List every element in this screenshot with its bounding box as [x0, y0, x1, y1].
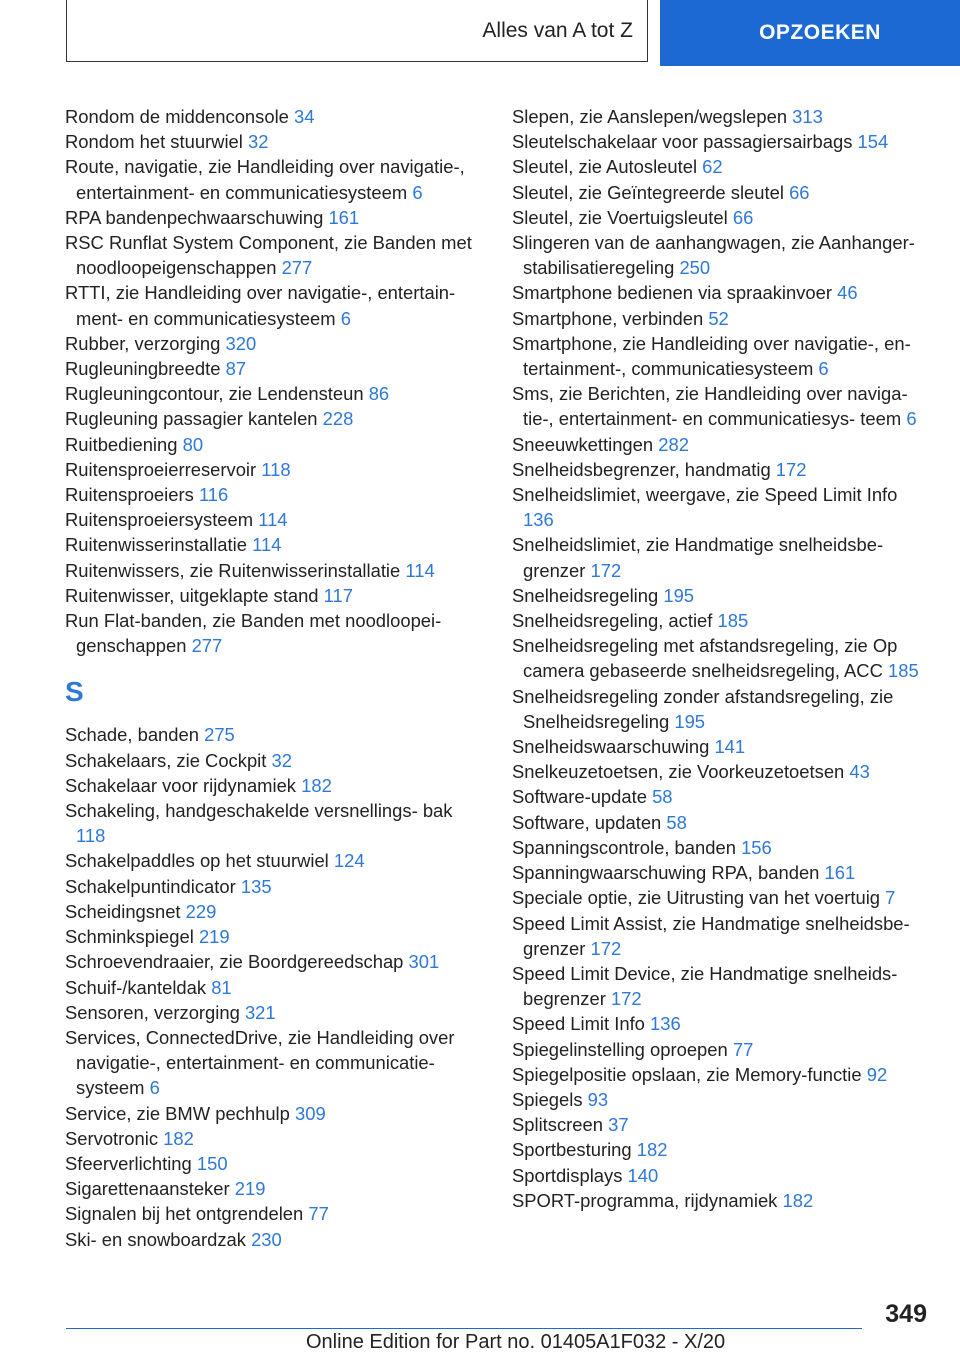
index-entry [65, 432, 485, 457]
index-entry-text: Snelheidsregeling met afstandsregeling, zie Op camera gebaseerde snelheidsregeling, ACC [512, 635, 898, 682]
index-entry-text: RTTI, zie Handleiding over navigatie-, entertain‐ ment- en communicatiesysteem [65, 282, 456, 329]
index-entry [512, 280, 932, 305]
index-page-link[interactable]: 219 [234, 1178, 266, 1200]
index-entry [512, 230, 932, 280]
index-page-link[interactable]: 118 [261, 458, 291, 480]
index-entry [512, 104, 932, 129]
index-entry [512, 532, 932, 582]
index-page-link[interactable]: 321 [244, 1001, 276, 1023]
index-entry-text: Schakelaar voor rijdynamiek [65, 774, 297, 796]
index-entry [512, 306, 932, 331]
index-page-link[interactable]: 6 [906, 408, 917, 430]
index-entry-text: Sportbesturing [512, 1139, 632, 1161]
index-entry-text: RSC Runflat System Component, zie Banden met noodloopeigenschappen [65, 232, 472, 279]
index-entry-text: Route, navigatie, zie Handleiding over navigatie-, entertainment- en communicatiesysteem [65, 156, 465, 203]
index-entry [512, 633, 932, 683]
index-page-link[interactable]: 282 [658, 433, 689, 455]
index-entry-text: Rondom de middenconsole [65, 106, 289, 127]
index-page-link[interactable]: 6 [340, 307, 351, 329]
index-entry-text: Services, ConnectedDrive, zie Handleiding over navigatie-, entertainment- en communicatie‐ systeem [65, 1026, 455, 1099]
index-entry-text: Rugleuningbreedte [65, 358, 221, 380]
index-entry-text: Snelheidsregeling zonder afstandsregeling, zie Snelheidsregeling [512, 685, 894, 732]
index-entry [65, 1126, 485, 1151]
index-page-link[interactable]: 43 [849, 761, 870, 783]
index-page-link[interactable]: 250 [679, 257, 711, 279]
index-entry [65, 583, 485, 608]
index-entry [512, 205, 932, 230]
index-entry [65, 331, 485, 356]
index-page-link[interactable]: 66 [732, 206, 754, 228]
index-entry [65, 1227, 485, 1252]
index-page-link[interactable]: 124 [333, 850, 365, 872]
index-page-link[interactable]: 195 [663, 584, 695, 606]
index-page-link[interactable]: 93 [587, 1088, 609, 1110]
index-entry-text: Sportdisplays [512, 1164, 623, 1186]
index-entry [65, 1201, 485, 1226]
index-entry [512, 482, 932, 532]
index-entry [512, 1037, 932, 1062]
index-page-link[interactable]: 219 [198, 926, 230, 948]
index-entry [65, 608, 485, 658]
index-page-link[interactable]: 172 [590, 937, 622, 959]
index-entry-text: Spiegelinstelling oproepen [512, 1038, 728, 1060]
index-entry [65, 154, 485, 204]
index-entry-text: Speed Limit Device, zie Handmatige snelheids‐ begrenzer [512, 962, 898, 1010]
index-entry [512, 583, 932, 608]
index-entry-text: Run Flat-banden, zie Banden met noodloopei‐ genschappen [65, 610, 442, 657]
index-entry [512, 381, 932, 431]
index-page-link[interactable]: 182 [782, 1189, 814, 1211]
index-entry-text: Scheidingsnet [65, 900, 181, 922]
index-entry-text: Sleutel, zie Autosleutel [512, 156, 698, 178]
index-entry [65, 230, 485, 280]
index-entry-text: Snelkeuzetoetsen, zie Voorkeuzetoetsen [512, 761, 845, 783]
section-title: Alles van A tot Z [66, 0, 648, 62]
index-page-link[interactable]: 301 [408, 951, 440, 973]
index-entry [65, 457, 485, 482]
index-page-link[interactable]: 275 [204, 724, 235, 746]
index-page-link[interactable]: 37 [608, 1114, 629, 1136]
index-entry-text: Schminkspiegel [65, 926, 194, 948]
index-page-link[interactable]: 58 [666, 811, 687, 833]
index-page-link[interactable]: 81 [211, 976, 232, 998]
index-entry-text: Snelheidsbegrenzer, handmatig [512, 458, 771, 480]
index-entry [512, 885, 932, 910]
index-entry [65, 507, 485, 532]
index-entry [512, 810, 932, 835]
index-page-link[interactable]: 135 [240, 875, 272, 897]
index-entry [65, 848, 485, 873]
index-entry [65, 558, 485, 583]
index-page-link[interactable]: 136 [650, 1013, 681, 1035]
index-entry-text: Snelheidsregeling [512, 584, 659, 606]
index-page-link[interactable]: 87 [225, 358, 247, 380]
index-entry [65, 798, 485, 848]
index-entry [65, 773, 485, 798]
index-page-link[interactable]: 116 [198, 484, 229, 506]
index-entry [512, 684, 932, 734]
index-page-link[interactable]: 185 [717, 610, 749, 632]
index-entry [65, 1101, 485, 1126]
index-entry-text: Spiegels [512, 1088, 583, 1110]
index-entry-text: Snelheidswaarschuwing [512, 736, 710, 758]
index-entry [65, 104, 485, 129]
index-entry [512, 759, 932, 784]
index-entry-text: Sms, zie Berichten, zie Handleiding over naviga‐ tie-, entertainment- en communicatiesys‐ teem [512, 383, 908, 430]
index-entry-text: Snelheidsregeling, actief [512, 610, 713, 632]
index-entry [512, 457, 932, 482]
index-entry-text: Ruitenwisserinstallatie [65, 534, 247, 556]
index-entry [65, 924, 485, 949]
index-entry [512, 835, 932, 860]
index-entry [65, 748, 485, 773]
index-entry [512, 608, 932, 633]
index-entry-text: Ruitensproeiersysteem [65, 509, 254, 531]
index-entry-text: Spanningwaarschuwing RPA, banden [512, 862, 820, 884]
index-entry-text: Servotronic [65, 1127, 159, 1149]
page-number: 349 [885, 1300, 927, 1328]
index-entry [512, 860, 932, 885]
index-entry [512, 1188, 932, 1213]
index-entry [65, 722, 485, 747]
index-entry-text: Schuif-/kanteldak [65, 976, 207, 998]
index-entry [512, 432, 932, 457]
index-entry-text: Spanningscontrole, banden [512, 836, 736, 858]
index-page-link[interactable]: 46 [837, 282, 858, 304]
index-entry-text: Ruitbediening [65, 433, 178, 455]
index-page-link[interactable]: 136 [523, 509, 554, 531]
index-entry-text: Sleutel, zie Geïntegreerde sleutel [512, 181, 784, 203]
index-entry-text: Snelheidslimiet, weergave, zie Speed Limit Info [512, 484, 898, 506]
index-entry [65, 1176, 485, 1201]
index-page-link[interactable]: 62 [702, 156, 723, 178]
index-column-left [65, 104, 485, 1252]
index-entry [512, 154, 932, 179]
index-page-link[interactable]: 277 [191, 635, 223, 657]
index-entry-text: Splitscreen [512, 1114, 603, 1136]
index-entry-text: Slepen, zie Aanslepen/wegslepen [512, 106, 788, 127]
index-entry-text: Signalen bij het ontgrendelen [65, 1203, 304, 1225]
index-page-link[interactable]: 150 [196, 1152, 228, 1174]
index-page-link[interactable]: 230 [251, 1228, 282, 1250]
edition-text: Online Edition for Part no. 01405A1F032 - X/20 [306, 1331, 726, 1353]
index-page-link[interactable]: 172 [590, 559, 622, 581]
index-entry-text: Slingeren van de aanhangwagen, zie Aanhanger‐ stabilisatieregeling [512, 232, 915, 279]
index-entry-text: SPORT-programma, rijdynamiek [512, 1189, 778, 1211]
index-entry-text: Smartphone, zie Handleiding over navigatie-, en‐ tertainment-, communicatiesysteem [512, 332, 911, 380]
index-entry [512, 1011, 932, 1036]
index-entry [65, 1000, 485, 1025]
index-page-link[interactable]: 172 [610, 988, 642, 1010]
index-entry-text: Rondom het stuurwiel [65, 131, 243, 153]
index-entry-text: Sleutelschakelaar voor passagiersairbags [512, 131, 853, 153]
index-page-link[interactable]: 195 [674, 710, 706, 732]
index-entry-text: Schakelpaddles op het stuurwiel [65, 850, 329, 872]
index-page-link[interactable]: 32 [248, 131, 269, 153]
index-entry-text: Ruitenwisser, uitgeklapte stand [65, 584, 319, 606]
index-entry [65, 482, 485, 507]
index-page-link[interactable]: 114 [252, 534, 282, 556]
index-entry-text: Ruitensproeiers [65, 484, 194, 506]
index-entry [65, 874, 485, 899]
index-page-link[interactable]: 52 [708, 307, 729, 329]
index-entry-text: Software, updaten [512, 811, 662, 833]
page-header [0, 0, 960, 66]
index-entry [65, 1025, 485, 1101]
index-entry-text: Schade, banden [65, 724, 199, 746]
index-entry-text: Smartphone bedienen via spraakinvoer [512, 282, 832, 304]
index-entry-text: Sensoren, verzorging [65, 1001, 240, 1023]
index-page-link[interactable]: 66 [789, 181, 810, 203]
index-entry [65, 532, 485, 557]
index-entry-text: Smartphone, verbinden [512, 307, 704, 329]
index-entry [512, 734, 932, 759]
index-column-right [512, 104, 932, 1213]
index-entry [512, 180, 932, 205]
index-entry [512, 129, 932, 154]
tab-opzoeken[interactable]: OPZOEKEN [660, 0, 960, 66]
index-entry-text: Speed Limit Assist, zie Handmatige snelheidsbe‐ grenzer [512, 912, 910, 959]
index-page-link[interactable]: 7 [885, 887, 896, 909]
index-entry-text: Sleutel, zie Voertuigsleutel [512, 206, 728, 228]
index-entry-text: Software-update [512, 786, 647, 808]
index-page-link[interactable]: 117 [323, 584, 353, 606]
index-page-link[interactable]: 6 [149, 1077, 160, 1099]
index-entry-text: RPA bandenpechwaarschuwing [65, 206, 324, 228]
index-entry [65, 975, 485, 1000]
index-entry-text: Speciale optie, zie Uitrusting van het voertuig [512, 887, 881, 909]
index-entry-text: Rugleuning passagier kantelen [65, 408, 318, 430]
index-entry-text: Sigarettenaansteker [65, 1178, 230, 1200]
index-page-link[interactable]: 6 [818, 358, 829, 380]
index-page-link[interactable]: 34 [294, 106, 315, 127]
index-entry-text: Ski- en snowboardzak [65, 1228, 246, 1250]
index-page-link[interactable]: 309 [295, 1102, 326, 1124]
index-page-link[interactable]: 185 [887, 660, 919, 682]
index-page-link[interactable]: 77 [308, 1203, 329, 1225]
index-page-link[interactable]: 182 [163, 1127, 194, 1149]
index-entry-text: Rugleuningcontour, zie Lendensteun [65, 383, 364, 405]
index-entry-text: Schakeling, handgeschakelde versnellings‐ bak [65, 800, 453, 822]
index-entry [512, 1163, 932, 1188]
index-entry [65, 129, 485, 154]
index-entry [65, 280, 485, 330]
index-page-link[interactable]: 92 [866, 1063, 888, 1085]
index-entry [512, 1087, 932, 1112]
index-entry [512, 961, 932, 1011]
index-entry [65, 899, 485, 924]
index-entry-text: Schakelaars, zie Cockpit [65, 749, 267, 771]
index-entry-text: Speed Limit Info [512, 1013, 645, 1035]
index-page-link[interactable]: 118 [76, 825, 106, 847]
index-page-link[interactable]: 114 [258, 509, 288, 531]
index-entry [512, 331, 932, 381]
index-page-link[interactable]: 154 [857, 131, 889, 153]
index-page-link[interactable]: 77 [732, 1038, 754, 1060]
index-entry [65, 381, 485, 406]
index-entry [512, 1137, 932, 1162]
index-page-link[interactable]: 140 [627, 1164, 659, 1186]
index-page-link[interactable]: 320 [225, 332, 257, 354]
index-page-link[interactable]: 141 [714, 736, 746, 758]
index-page-link[interactable]: 114 [405, 559, 435, 581]
index-entry-text: Schakelpuntindicator [65, 875, 236, 897]
index-page-link[interactable]: 58 [652, 786, 673, 808]
index-page-link[interactable]: 182 [301, 774, 332, 796]
index-entry [65, 205, 485, 230]
index-entry-text: Spiegelpositie opslaan, zie Memory-functie [512, 1063, 862, 1085]
index-entry [512, 911, 932, 961]
index-entry [65, 406, 485, 431]
index-page-link[interactable]: 6 [412, 181, 423, 203]
index-letter-heading: S [65, 676, 84, 708]
index-page-link[interactable]: 313 [792, 106, 823, 127]
index-page-link[interactable]: 228 [322, 408, 354, 430]
index-page-link[interactable]: 161 [328, 206, 360, 228]
index-entry [512, 784, 932, 809]
index-page-link[interactable]: 80 [182, 433, 204, 455]
index-page-link[interactable]: 161 [824, 862, 856, 884]
index-entry [65, 1151, 485, 1176]
index-page-link[interactable]: 172 [775, 458, 807, 480]
index-page-link[interactable]: 86 [368, 383, 390, 405]
index-page-link[interactable]: 32 [271, 749, 292, 771]
index-entry [65, 356, 485, 381]
index-page-link[interactable]: 182 [636, 1139, 668, 1161]
index-page-link[interactable]: 277 [281, 257, 313, 279]
index-page-link[interactable]: 156 [741, 836, 772, 858]
index-entry-text: Snelheidslimiet, zie Handmatige snelheidsbe‐ grenzer [512, 534, 884, 581]
index-entry-text: Rubber, verzorging [65, 332, 221, 354]
index-entry-text: Sneeuwkettingen [512, 433, 654, 455]
index-entry-text: Schroevendraaier, zie Boordgereedschap [65, 951, 404, 973]
index-entry-text: Service, zie BMW pechhulp [65, 1102, 290, 1124]
index-entry-text: Ruitenwissers, zie Ruitenwisserinstallatie [65, 559, 401, 581]
index-entry [512, 1112, 932, 1137]
index-page-link[interactable]: 229 [185, 900, 217, 922]
index-entry [65, 949, 485, 974]
index-entry-text: Ruitensproeierreservoir [65, 458, 257, 480]
index-entry [512, 1062, 932, 1087]
footer-divider [66, 1328, 862, 1329]
index-entry-text: Sfeerverlichting [65, 1152, 192, 1174]
